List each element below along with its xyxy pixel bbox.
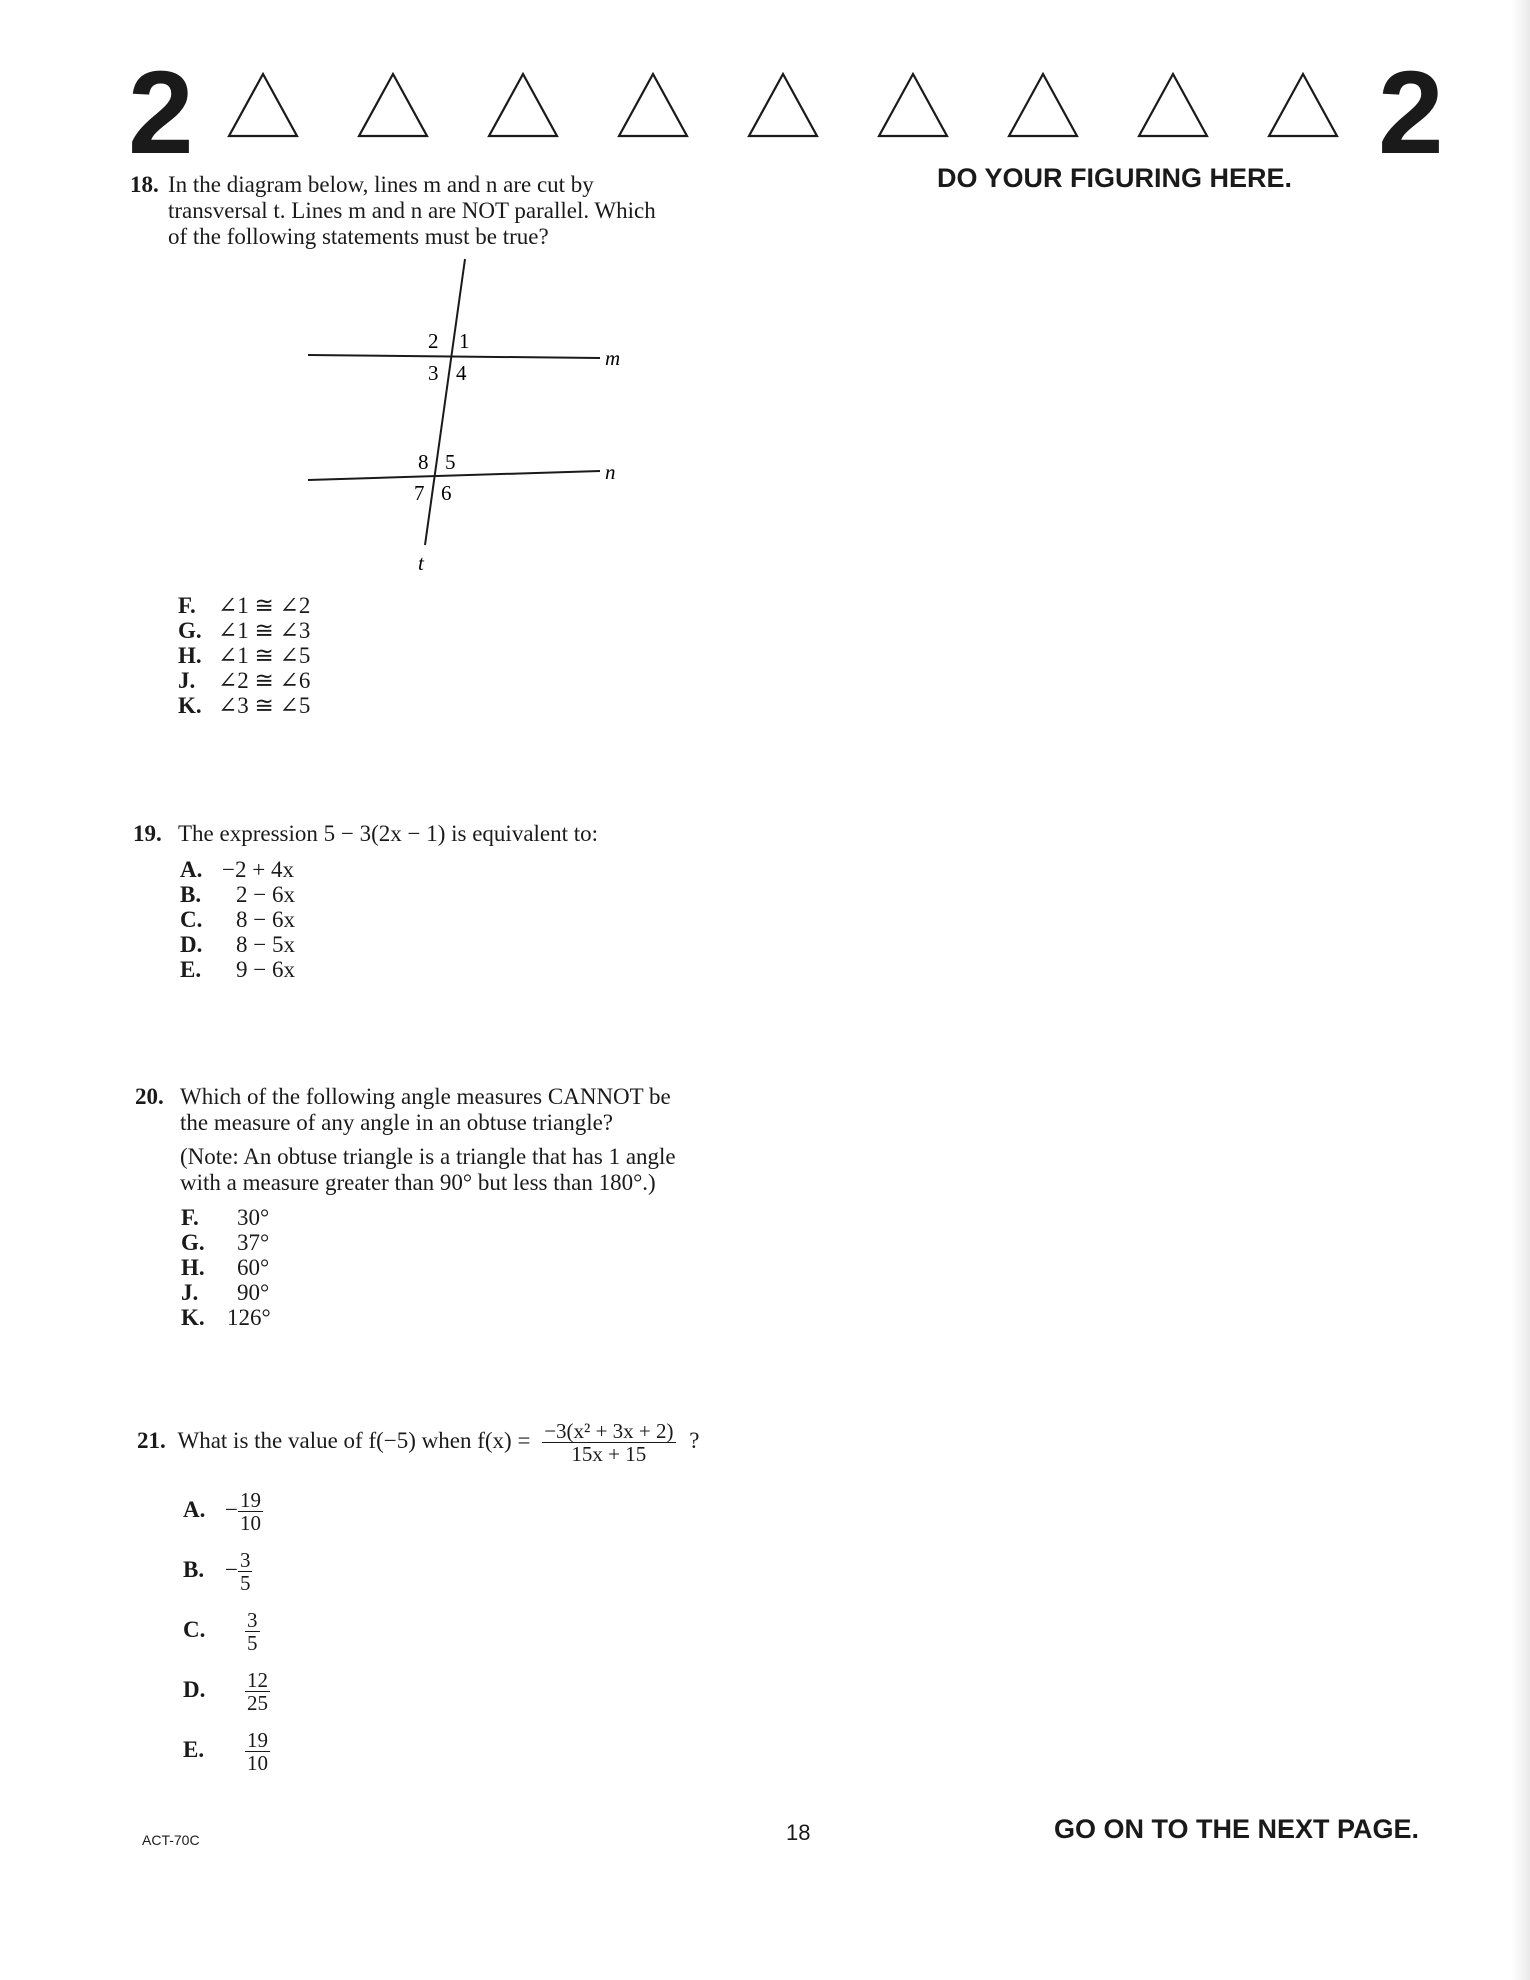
answer-choice-b[interactable] [183,1545,252,1595]
choice-text: 30° [237,1205,270,1230]
answer-choice-a[interactable] [180,857,294,882]
label-m: m [605,346,621,370]
choice-label: J. [181,1280,199,1305]
question-20 [135,1084,775,1194]
function-denominator: 15x + 15 [571,1442,647,1466]
stem-line: the measure of any angle in an obtuse triangle? [180,1110,614,1135]
answer-choice-b[interactable] [180,882,295,907]
angle-label-4: 4 [456,361,467,385]
choice-label: C. [183,1617,206,1642]
choice-label: D. [180,932,203,957]
function-numerator: −3(x² + 3x + 2) [544,1419,674,1443]
fraction-denominator: 10 [239,1511,261,1536]
fraction-denominator: 10 [247,1751,268,1776]
choice-label: E. [183,1737,205,1762]
angle-label-7: 7 [414,481,425,505]
choice-text: ∠3 ≅ ∠5 [218,693,311,718]
section-number-right: 2 [1378,47,1444,179]
answer-choice-f[interactable] [181,1205,269,1230]
fraction-numerator: 3 [239,1548,251,1573]
fraction-numerator: 3 [247,1608,258,1633]
function-fraction [542,1420,675,1465]
fraction-denominator: 5 [239,1571,251,1596]
triangle-icon [875,70,951,140]
choice-label: J. [178,668,196,693]
question-18 [130,172,770,252]
answer-choice-h[interactable] [181,1255,269,1280]
section-number-left: 2 [128,47,194,179]
label-t: t [418,551,424,575]
question-stem: What is the value of f(−5) when f(x) = [177,1427,531,1453]
page-edge-shadow [1512,0,1530,1980]
question-number: 20. [135,1084,164,1109]
angle-label-3: 3 [428,361,439,385]
choice-text: 126° [227,1305,271,1330]
answer-choice-k[interactable] [181,1305,271,1330]
choice-label: H. [181,1255,205,1280]
choice-fraction [245,1609,260,1654]
choice-label: B. [183,1557,205,1582]
label-n: n [605,460,616,484]
choice-label: F. [181,1205,199,1230]
triangle-icon [1135,70,1211,140]
question-21 [137,1420,787,1470]
choice-text: 9 − 6x [236,957,295,982]
answer-choice-e[interactable] [183,1725,270,1775]
choice-text: ∠1 ≅ ∠5 [218,643,311,668]
triangle-icon [485,70,561,140]
angle-label-5: 5 [445,450,456,474]
choice-label: G. [181,1230,205,1255]
triangle-icon [615,70,691,140]
triangle-icon [225,70,301,140]
stem-line: of the following statements must be true? [168,224,549,249]
answer-choice-h[interactable] [178,643,310,668]
choice-text: ∠1 ≅ ∠3 [218,618,311,643]
test-code: ACT-70C [142,1832,200,1848]
choice-label: F. [178,593,196,618]
next-page-label: GO ON TO THE NEXT PAGE. [1054,1814,1420,1844]
fraction-denominator: 25 [247,1691,268,1716]
answer-choice-g[interactable] [181,1230,269,1255]
choice-fraction [238,1549,253,1594]
question-stem [168,172,768,250]
choice-fraction [245,1669,270,1714]
answer-choice-c[interactable] [183,1605,260,1655]
page-number: 18 [786,1820,811,1845]
fraction-numerator: 12 [247,1668,268,1693]
choice-label: K. [181,1305,205,1330]
choice-text: 8 − 6x [236,907,295,932]
triangle-icon [1265,70,1341,140]
transversal-diagram [300,255,640,585]
stem-line: Which of the following angle measures CANNOT be [180,1084,671,1109]
triangle-row [225,70,1335,142]
triangle-icon [1005,70,1081,140]
note-line: with a measure greater than 90° but less than 180°.) [180,1170,656,1195]
triangle-icon [355,70,431,140]
choice-label: G. [178,618,202,643]
angle-label-6: 6 [441,481,452,505]
choice-text: ∠2 ≅ ∠6 [218,668,311,693]
choice-text: 90° [237,1280,270,1305]
choice-label: A. [180,857,203,882]
fraction-denominator: 5 [247,1631,258,1656]
choice-text: −2 + 4x [222,857,294,882]
answer-choice-k[interactable] [178,693,310,718]
answer-choice-j[interactable] [181,1280,269,1305]
figuring-label: DO YOUR FIGURING HERE. [937,163,1293,193]
question-number: 18. [130,172,159,197]
question-number: 21. [137,1427,166,1453]
choice-text: 60° [237,1255,270,1280]
question-stem: The expression 5 − 3(2x − 1) is equivalent to: [178,821,599,846]
line-m [308,355,600,358]
choice-text: 8 − 5x [236,932,295,957]
answer-choice-e[interactable] [180,957,295,982]
choice-label: D. [183,1677,206,1702]
choice-fraction [245,1729,270,1774]
choice-text: 2 − 6x [236,882,295,907]
choice-fraction [238,1489,263,1534]
choice-label: H. [178,643,202,668]
choice-sign: − [225,1497,238,1522]
angle-label-2: 2 [428,329,439,353]
question-mark: ? [689,1427,700,1453]
stem-line: In the diagram below, lines m and n are cut by [168,172,594,197]
answer-choice-j[interactable] [178,668,310,693]
fraction-numerator: 19 [247,1728,268,1753]
fraction-numerator: 19 [239,1488,261,1513]
answer-choice-a[interactable] [183,1485,263,1535]
answer-choice-f[interactable] [178,593,310,618]
answer-choice-d[interactable] [180,932,295,957]
choice-label: A. [183,1497,206,1522]
stem-line: transversal t. Lines m and n are NOT parallel. Which [168,198,656,223]
angle-label-1: 1 [459,329,470,353]
choice-text: ∠1 ≅ ∠2 [218,593,311,618]
choice-label: E. [180,957,202,982]
triangle-icon [745,70,821,140]
question-number: 19. [133,821,162,846]
choice-text: 37° [237,1230,270,1255]
choice-label: B. [180,882,202,907]
choice-label: K. [178,693,202,718]
note-line: (Note: An obtuse triangle is a triangle that has 1 angle [180,1144,676,1169]
answer-choice-c[interactable] [180,907,295,932]
question-stem [180,1084,765,1196]
choice-sign: − [225,1557,238,1582]
answer-choice-g[interactable] [178,618,310,643]
choice-label: C. [180,907,203,932]
angle-label-8: 8 [418,450,429,474]
answer-choice-d[interactable] [183,1665,270,1715]
question-19 [133,821,773,849]
